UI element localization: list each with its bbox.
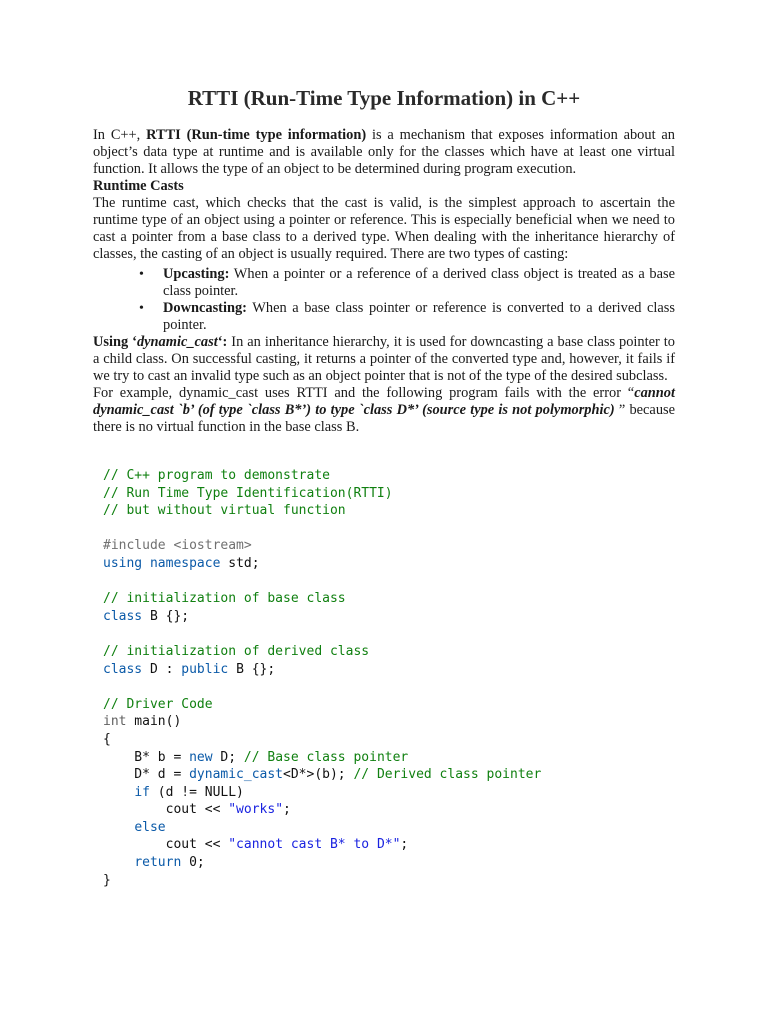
rtti-term: RTTI (Run-time type information) [146,127,367,143]
code-line: // initialization of base class [103,591,346,607]
dynamic-cast-paragraph: Using ‘dynamic_cast‘: In an inheritance hierarchy, it is used for downcasting a base class pointer to a child class. On successful casting, it returns a pointer of the converted type and, however, it fails if we try to cast an invalid type such as an object pointer that is not of the type of the desired subclass. [93,334,675,384]
code-line [103,678,703,696]
bullet-icon: • [139,301,144,316]
runtime-casts-heading: Runtime Casts [93,178,184,194]
code-line: // C++ program to demonstrate [103,468,330,483]
code-line: // Driver Code [103,696,213,712]
code-line: cout << "cannot cast B* to D*"; [103,837,409,853]
intro-paragraph: In C++, RTTI (Run-time type information) is a mechanism that exposes information about an object’s data type at runtime and is available only for the classes which have at least one virtual function. It allows the type of an object to be determined during program execution. [93,127,675,177]
code-line [103,520,703,538]
casting-types-list [93,266,675,334]
bullet-icon: • [139,267,144,282]
code-line: cout << "works"; [103,802,291,818]
code-line: return 0; [134,855,205,871]
code-line: int main() [103,714,182,730]
code-line: // initialization of derived class [103,643,370,659]
code-line [103,625,703,643]
code-line: class D : public B {}; [103,661,276,677]
page-title: RTTI (Run-Time Type Information) in C++ [187,86,581,110]
error-message: cannot dynamic_cast `b’ (of type `class B*’) to type `class D*’ (source type is not polymorphic) [93,385,675,418]
list-item: • Downcasting: When a base class pointer or reference is converted to a derived class pointer. [139,300,675,333]
code-line: using namespace std; [103,555,260,571]
code-line: #include <iostream> [103,538,252,554]
code-line [103,573,703,591]
article-body [93,127,675,436]
code-line: D* d = dynamic_cast<D*>(b); // Derived class pointer [103,767,542,783]
code-block [103,467,703,889]
runtime-casts-paragraph: The runtime cast, which checks that the cast is valid, is the simplest approach to ascertain the runtime type of an object using a pointer or reference. This is especially beneficial when we need to cast a pointer from a base class to a derived type. When dealing with the inheritance hierarchy of classes, the casting of an object is usually required. There are two types of casting: [93,195,675,262]
code-line: if (d != NULL) [134,784,244,800]
code-line: // Run Time Type Identification(RTTI) [103,485,393,501]
code-line: // but without virtual function [103,503,346,519]
code-line: B* b = new D; // Base class pointer [103,749,409,765]
example-paragraph: For example, dynamic_cast uses RTTI and the following program fails with the error “cannot dynamic_cast `b’ (of type `class B*’) to type `class D*’ (source type is not polymorphic) ” because there is no virtual function in the base class B. [93,385,676,435]
code-line: else [134,819,166,835]
list-item: • Upcasting: When a pointer or a reference of a derived class object is treated as a base class pointer. [139,266,675,299]
code-line: class B {}; [103,608,190,624]
code-line: } [103,872,111,888]
code-line: { [103,731,111,747]
